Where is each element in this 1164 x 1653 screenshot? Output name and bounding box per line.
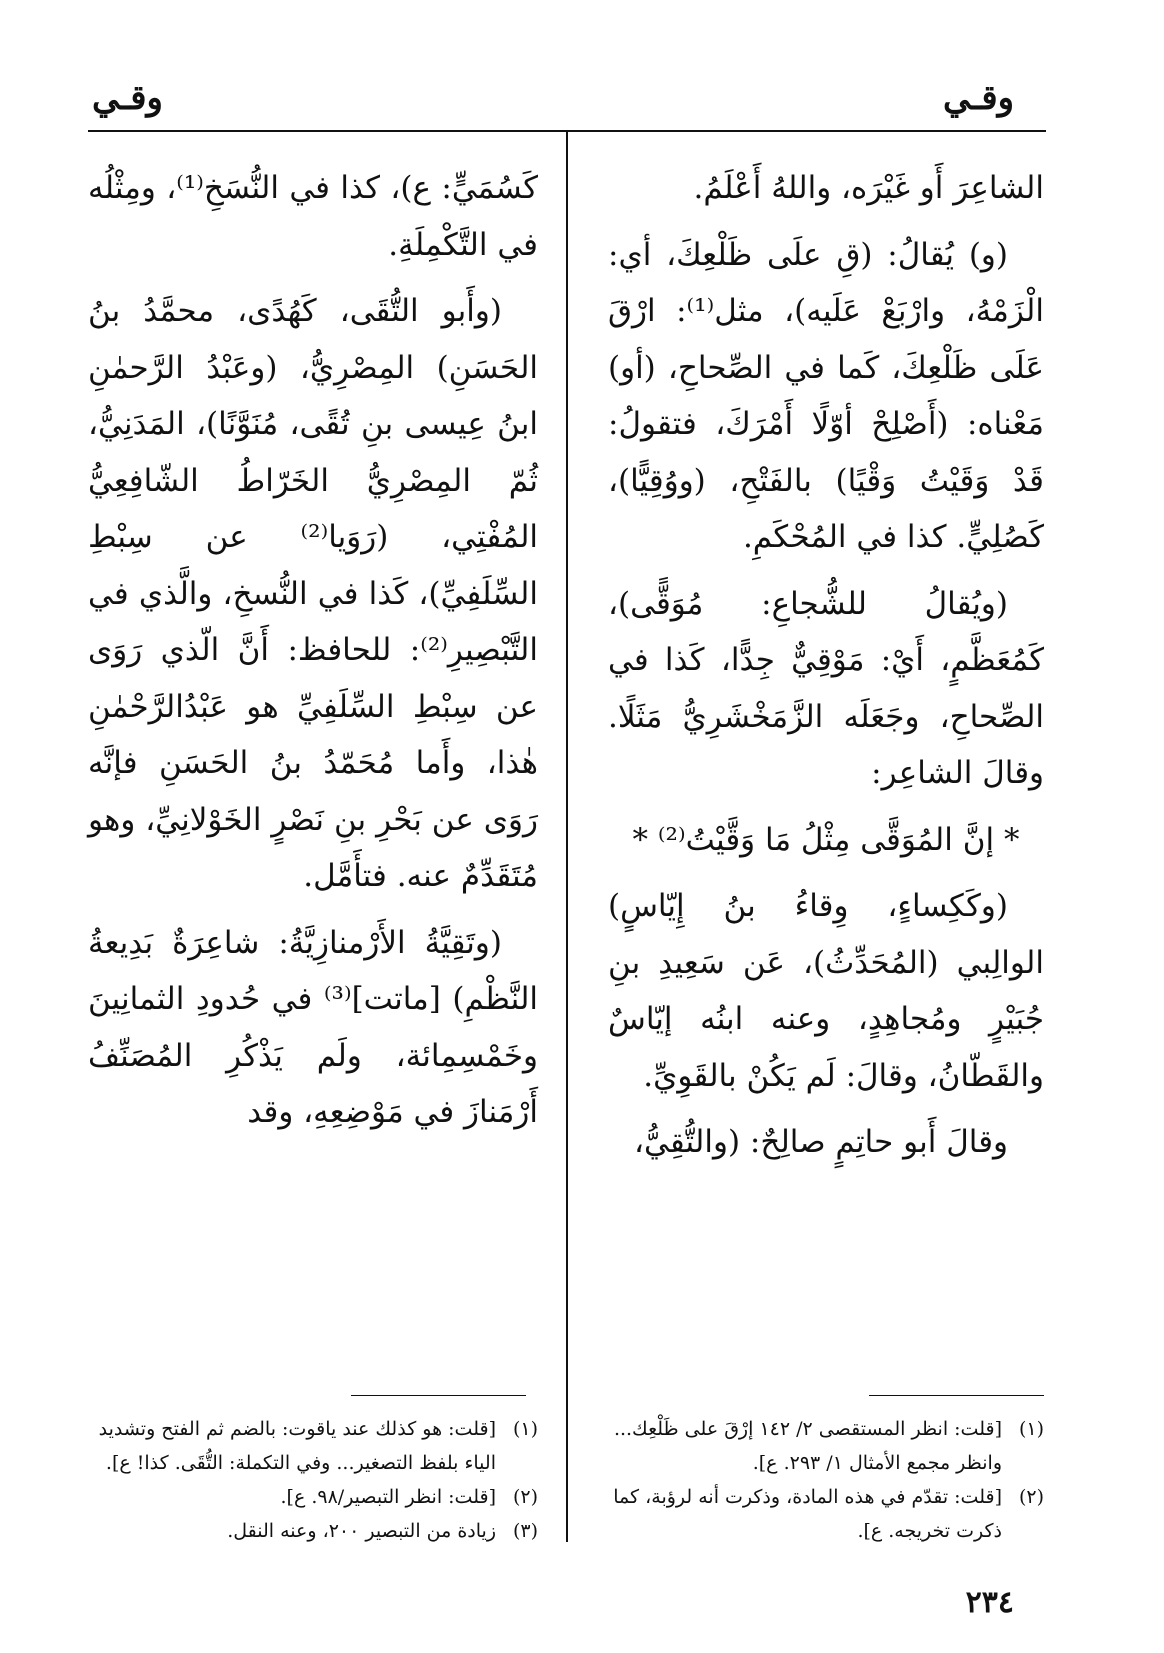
paragraph: (ويُقالُ للشُّجاعِ: مُوَقًّى)، كَمُعَظَّمٍ، أَيْ: مَوْقِيٌّ جِدًّا، كَذا في الصِّحاحِ، وجَعَلَه الزَّمَخْشَرِيُّ مَثَلًا. وقالَ الشاعِر: <box>608 585 1044 791</box>
column-divider <box>566 132 568 1542</box>
left-column <box>88 160 538 1151</box>
running-header-right: وقـي <box>943 78 1014 118</box>
footnote-text: [قلت: هو كذلك عند ياقوت: بالضم ثم الفتح وتشديد الياء بلفظ التصغير... وفي التكملة: التُّقَى. كذا! ع]. <box>98 1418 496 1474</box>
running-header-left: وقـي <box>92 78 163 118</box>
right-column <box>608 160 1044 1181</box>
verse-line: * إنَّ المُوَقَّى مِثْلُ مَا وَقَّيْتُ⁽²⁾ * <box>632 821 1020 858</box>
paragraph: (وأَبو التُّقَى، كَهُدًى، محمَّدُ بنُ الحَسَنِ) المِصْرِيُّ، (وعَبْدُ الرَّحمٰنِ ابنُ عِيسى بنِ تُقًى، مُنَوَّنًا)، المَدَنِيُّ، ثُمّ المِصْرِيُّ الخَرّاطُ الشّافِعِيُّ المُفْتِي، (رَوَيا⁽²⁾ عن سِبْطِ السِّلَفِيِّ)، كَذا في النُّسخِ، والَّذي في التَّبْصِيرِ⁽²⁾: للحافظ: أَنَّ الّذي رَوَى عن سِبْطِ السِّلَفِيِّ هو عَبْدُالرَّحْمٰنِ هٰذا، وأَما مُحَمّدُ بنُ الحَسَنِ فإنَّه رَوَى عن بَحْرِ بنِ نَصْرٍ الخَوْلانِيِّ، وهو مُتَقَدِّمٌ عنه. فتأَمَّل. <box>88 293 538 894</box>
paragraph: (وكَكِساءٍ، وِقاءُ بنُ إِيّاسٍ) الوالِبي (المُحَدِّثُ)، عَن سَعِيدِ بنِ جُبَيْرٍ ومُجاهِدٍ، وعنه ابنُه إيّاسٌ والقَطّانُ، وقالَ: لَم يَكُنْ بالقَوِيِّ. <box>608 888 1044 1094</box>
paragraph: وقالَ أَبو حاتِمٍ صالِحٌ: (والتُّقِيُّ، <box>634 1124 1008 1160</box>
footnote <box>608 1412 1044 1480</box>
footnote-number: (١) <box>512 1418 538 1440</box>
paragraph: كَسُمَيٍّ: ع)، كذا في النُّسَخِ⁽¹⁾، ومِثْلُه في التَّكْمِلَةِ. <box>88 170 539 263</box>
footnote <box>608 1480 1044 1548</box>
page-number: ٢٣٤ <box>965 1585 1014 1620</box>
footnote-text: [قلت: انظر المستقصى ٢/ ١٤٢ إرْقَ على ظَلْعِك... وانظر مجمع الأمثال ١/ ٢٩٣. ع]. <box>613 1418 1002 1474</box>
footnote-number: (٢) <box>512 1486 538 1508</box>
footnote-rule-left <box>351 1395 526 1396</box>
footnote <box>88 1480 538 1514</box>
footnote-number: (٣) <box>512 1520 538 1542</box>
paragraph: (وتَقِيَّةُ الأَرْمنازِيَّةُ: شاعِرَةٌ بَدِيعةُ النَّظْمِ) [ماتت]⁽³⁾ في حُدودِ الثمانِينَ وخَمْسِمِائة، ولَم يَذْكُرِ المُصَنِّفُ أَرْمَنازَ في مَوْضِعِهِ، وقد <box>88 924 538 1130</box>
paragraph: الشاعِرَ أَو غَيْرَه، واللهُ أَعْلَمُ. <box>693 170 1044 206</box>
footnotes-left <box>88 1412 538 1548</box>
footnote-rule-right <box>869 1395 1044 1396</box>
footnote-number: (١) <box>1018 1418 1044 1440</box>
footnote <box>88 1514 538 1548</box>
footnote <box>88 1412 538 1480</box>
footnote-text: زيادة من التبصير ٢٠٠، وعنه النقل. <box>227 1520 496 1542</box>
footnotes-right <box>608 1412 1044 1548</box>
footnote-number: (٢) <box>1018 1486 1044 1508</box>
footnote-text: [قلت: انظر التبصير/٩٨. ع]. <box>280 1486 496 1508</box>
paragraph: (و) يُقالُ: (قِ علَى ظَلْعِكَ، أي: الْزَمْهُ، وارْبَعْ عَلَيه)، مثل⁽¹⁾: ارْقَ عَلَى ظَلْعِكَ، كَما في الصِّحاحِ، (أو) مَعْناه: (أَصْلِحْ أوّلًا أَمْرَكَ، فتقولُ: قَدْ وَقَيْتُ وَقْيًا) بالفَتْحِ، (ووُقِيًّا)، كَصُلِيٍّ. كذا في المُحْكَمِ. <box>608 236 1044 555</box>
footnote-text: [قلت: تقدّم في هذه المادة، وذكرت أنه لرؤبة، كما ذكرت تخريجه. ع]. <box>613 1486 1002 1542</box>
